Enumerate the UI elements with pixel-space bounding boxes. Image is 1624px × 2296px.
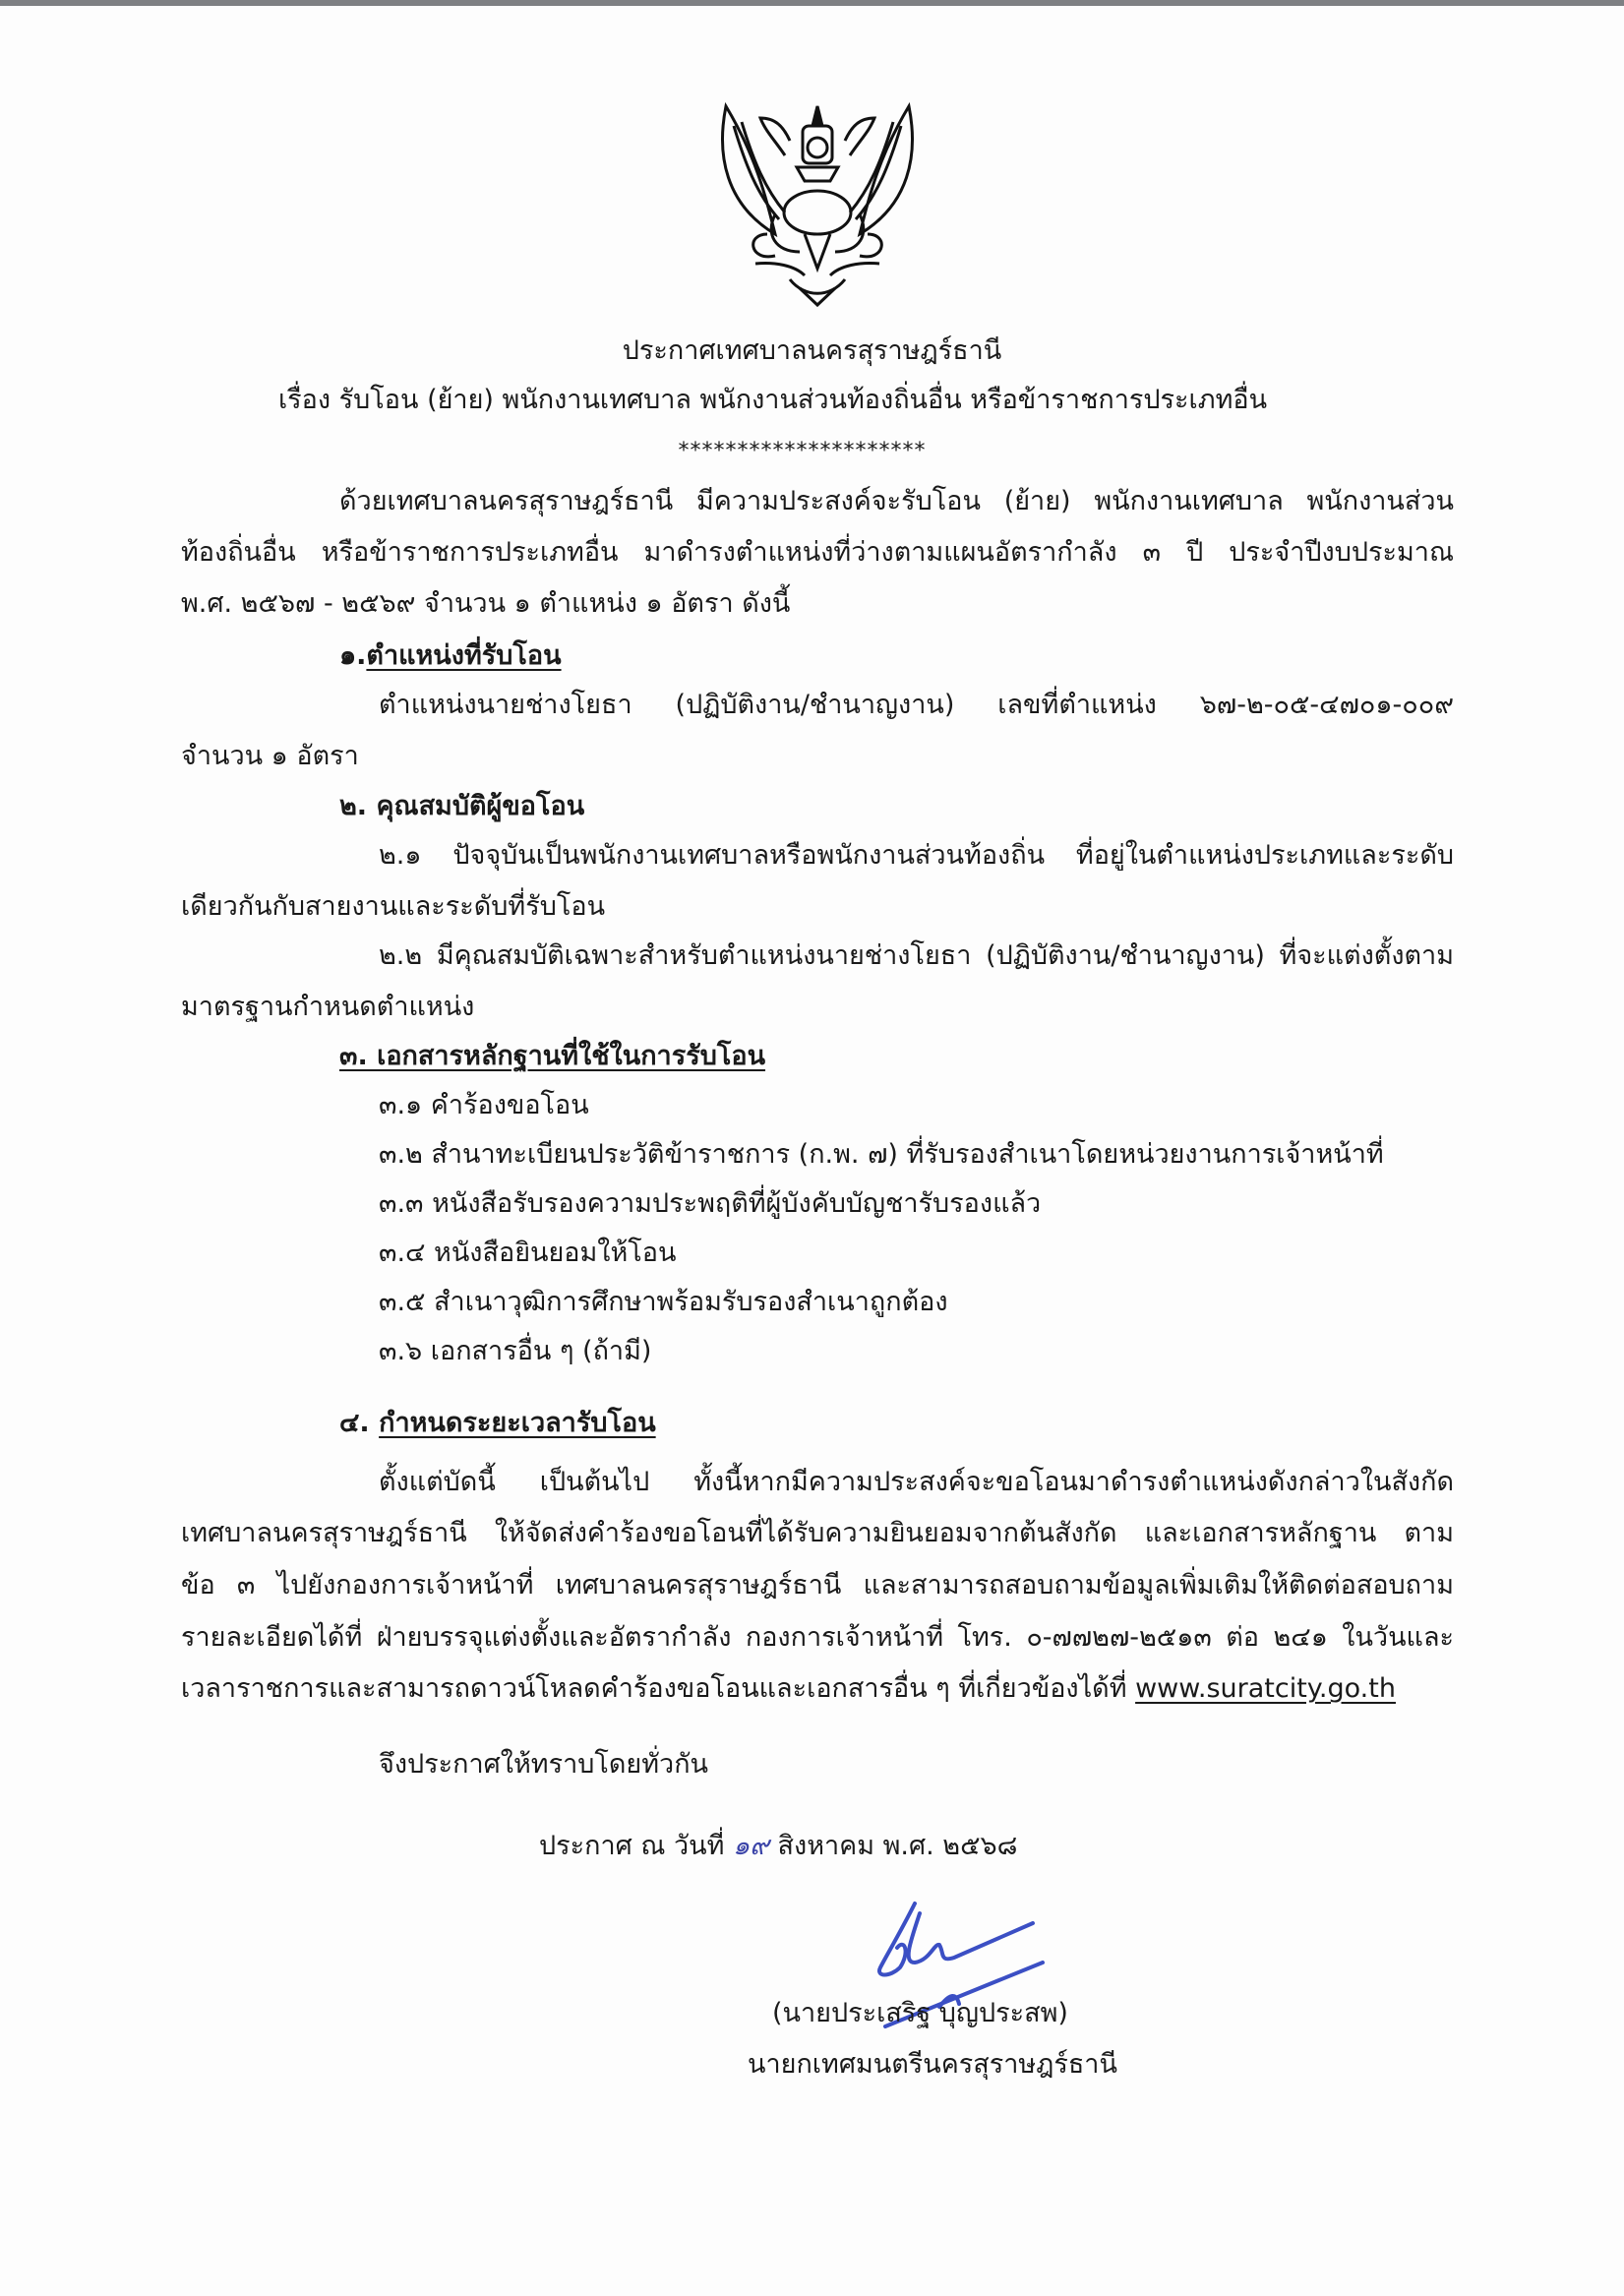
intro-line-3: พ.ศ. ๒๕๖๗ - ๒๕๖๙ จำนวน ๑ ตำแหน่ง ๑ อัตรา ดังนี้ (181, 588, 791, 619)
section3-item-3: ๓.๓ หนังสือรับรองความประพฤติที่ผู้บังคับบัญชารับรองแล้ว (379, 1188, 1042, 1219)
section4-line-3: ข้อ ๓ ไปยังกองการเจ้าหน้าที่ เทศบาลนครสุราษฎร์ธานี และสามารถสอบถามข้อมูลเพิ่มเติมให้ติดต่อสอบถาม (181, 1570, 1454, 1601)
date-prefix: ประกาศ ณ วันที่ (539, 1831, 725, 1861)
section1-line-2: จำนวน ๑ อัตรา (181, 741, 359, 771)
date-suffix: สิงหาคม พ.ศ. ๒๕๖๘ (777, 1831, 1018, 1861)
closing-announcement: จึงประกาศให้ทราบโดยทั่วกัน (379, 1749, 708, 1780)
section2-heading: ๒. คุณสมบัติผู้ขอโอน (339, 791, 585, 821)
section4-title: กำหนดระยะเวลารับโอน (379, 1408, 656, 1438)
section4-line-5-text: เวลาราชการและสามารถดาวน์โหลดคำร้องขอโอนและเอกสารอื่น ๆ ที่เกี่ยวข้องได้ที่ (181, 1673, 1136, 1704)
website-link[interactable]: www.suratcity.go.th (1135, 1673, 1396, 1704)
announcement-date (539, 1830, 1017, 1863)
section4-line-4: รายละเอียดได้ที่ ฝ่ายบรรจุแต่งตั้งและอัตรากำลัง กองการเจ้าหน้าที่ โทร. ๐-๗๗๒๗-๒๕๑๓ ต่อ ๒๔๑ ในวันและ (181, 1622, 1454, 1653)
signatory-title: นายกเทศมนตรีนครสุราษฎร์ธานี (748, 2049, 1117, 2080)
section4-heading (339, 1407, 656, 1440)
section3-heading: ๓. เอกสารหลักฐานที่ใช้ในการรับโอน (339, 1041, 766, 1071)
date-day-handwritten: ๑๙ (733, 1831, 769, 1861)
section2-item-2-line-2: มาตรฐานกำหนดตำแหน่ง (181, 992, 475, 1022)
section2-item-1-line-2: เดียวกันกับสายงานและระดับที่รับโอน (181, 891, 606, 922)
document-title: ประกาศเทศบาลนครสุราษฎร์ธานี (622, 335, 1002, 366)
section1-title: ตำแหน่งที่รับโอน (366, 640, 562, 671)
garuda-emblem-icon (706, 87, 929, 309)
section4-number: ๔. (339, 1408, 370, 1438)
scan-edge-strip (0, 0, 1624, 6)
section1-line-1: ตำแหน่งนายช่างโยธา (ปฏิบัติงาน/ชำนาญงาน) เลขที่ตำแหน่ง ๖๗-๒-๐๕-๔๗๐๑-๐๐๙ (379, 690, 1454, 720)
section1-number: ๑. (339, 640, 367, 671)
section3-item-2: ๓.๒ สำนาทะเบียนประวัติข้าราชการ (ก.พ. ๗) ที่รับรองสำเนาโดยหน่วยงานการเจ้าหน้าที่ (379, 1139, 1384, 1170)
intro-line-1: ด้วยเทศบาลนครสุราษฎร์ธานี มีความประสงค์จะรับโอน (ย้าย) พนักงานเทศบาล พนักงานส่วน (339, 486, 1454, 516)
section3-item-4: ๓.๔ หนังสือยินยอมให้โอน (379, 1238, 677, 1268)
section1-heading (339, 639, 562, 673)
section3-item-1: ๓.๑ คำร้องขอโอน (379, 1090, 589, 1120)
section2-item-2-line-1: ๒.๒ มีคุณสมบัติเฉพาะสำหรับตำแหน่งนายช่างโยธา (ปฏิบัติงาน/ชำนาญงาน) ที่จะแต่งตั้งตาม (379, 940, 1454, 971)
section4-line-2: เทศบาลนครสุราษฎร์ธานี ให้จัดส่งคำร้องขอโอนที่ได้รับความยินยอมจากต้นสังกัด และเอกสารหลักฐาน ตาม (181, 1518, 1454, 1548)
signatory-name: (นายประเสริฐ บุญประสพ) (772, 1998, 1068, 2028)
section3-item-6: ๓.๖ เอกสารอื่น ๆ (ถ้ามี) (379, 1336, 652, 1366)
section4-line-1: ตั้งแต่บัดนี้ เป็นต้นไป ทั้งนี้หากมีความประสงค์จะขอโอนมาดำรงตำแหน่งดังกล่าวในสังกัด (379, 1467, 1454, 1497)
section3-item-5: ๓.๕ สำเนาวุฒิการศึกษาพร้อมรับรองสำเนาถูกต้อง (379, 1287, 948, 1317)
section4-line-5 (181, 1672, 1396, 1706)
section2-item-1-line-1: ๒.๑ ปัจจุบันเป็นพนักงานเทศบาลหรือพนักงานส่วนท้องถิ่น ที่อยู่ในตำแหน่งประเภทและระดับ (379, 840, 1454, 871)
separator-stars: ********************* (678, 439, 927, 463)
document-subject: เรื่อง รับโอน (ย้าย) พนักงานเทศบาล พนักงานส่วนท้องถิ่นอื่น หรือข้าราชการประเภทอื่น (277, 385, 1268, 415)
intro-line-2: ท้องถิ่นอื่น หรือข้าราชการประเภทอื่น มาดำรงตำแหน่งที่ว่างตามแผนอัตรากำลัง ๓ ปี ประจำปีงบประมาณ (181, 537, 1454, 568)
